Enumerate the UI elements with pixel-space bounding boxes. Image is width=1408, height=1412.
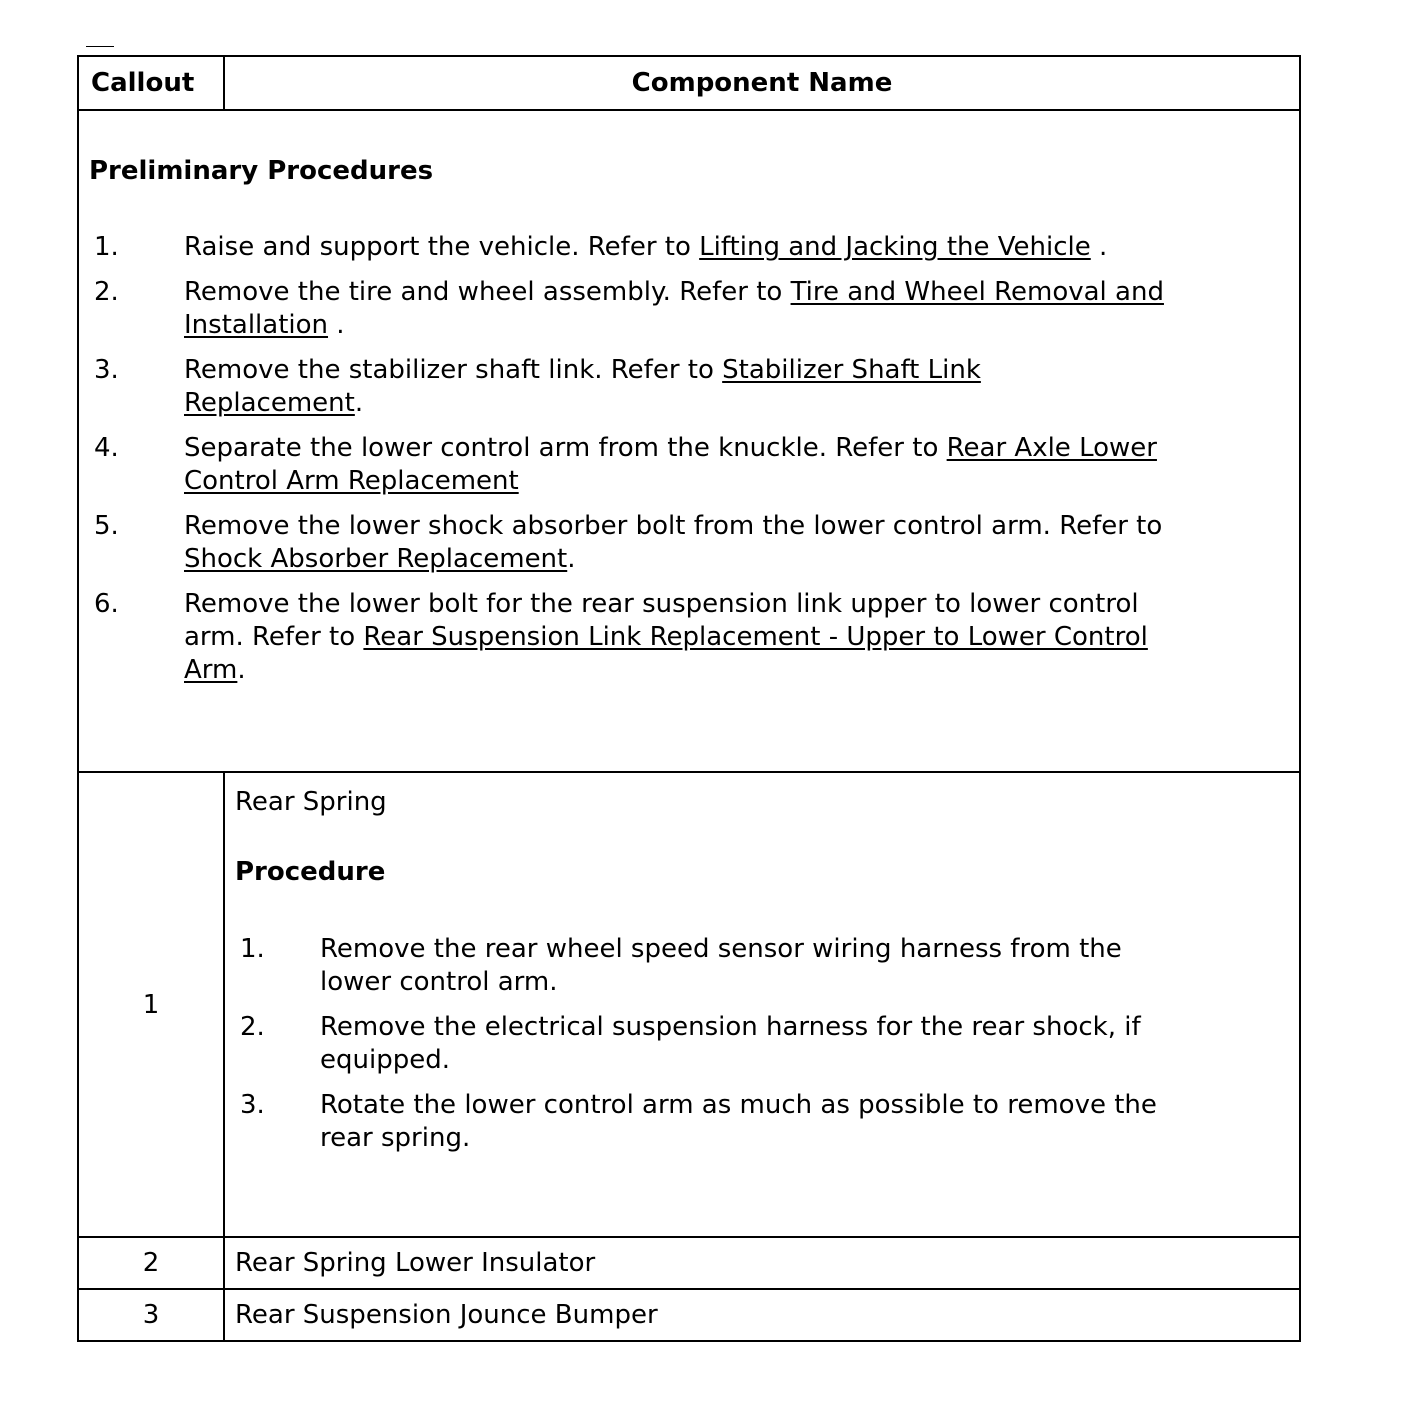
preliminary-step: [94, 432, 1157, 498]
callout-number: 1: [78, 772, 224, 1237]
preliminary-steps: [94, 231, 1164, 699]
step-number: 5.: [94, 511, 119, 541]
step-after: .: [567, 544, 576, 574]
ref-link-suspension-link[interactable]: Rear Suspension Link Replacement - Upper to Lower Control Arm: [184, 622, 1148, 685]
component-name: Rear Spring: [235, 787, 387, 817]
preliminary-step: [94, 276, 1164, 342]
preliminary-step: [94, 510, 1163, 576]
preliminary-title: Preliminary Procedures: [89, 156, 434, 186]
procedure-step: [240, 933, 1200, 999]
step-after: .: [328, 310, 345, 340]
ref-link-shock-absorber[interactable]: Shock Absorber Replacement: [184, 544, 568, 574]
step-text: Remove the stabilizer shaft link. Refer to: [184, 355, 723, 385]
ref-link-tire-wheel[interactable]: Tire and Wheel Removal and Installation: [184, 277, 1164, 340]
step-number: 3.: [94, 355, 119, 385]
callout-number: 2: [78, 1237, 224, 1289]
step-number: 2.: [94, 277, 119, 307]
step-number: 3.: [240, 1090, 265, 1120]
table-row: [78, 1289, 1300, 1341]
header-component-name: Component Name: [224, 56, 1300, 110]
ref-link-lifting-jacking[interactable]: Lifting and Jacking the Vehicle: [699, 232, 1091, 262]
preliminary-row: [78, 110, 1300, 772]
step-number: 1.: [94, 232, 119, 262]
step-after: .: [237, 655, 246, 685]
component-name: Rear Suspension Jounce Bumper: [224, 1289, 1300, 1341]
ref-link-lower-control-arm[interactable]: Rear Axle Lower Control Arm Replacement: [184, 433, 1157, 496]
preliminary-step: [94, 588, 1148, 687]
step-text: Remove the lower bolt for the rear suspension link upper to lower control arm. Refer to: [184, 589, 1139, 652]
preliminary-cell: [78, 110, 1300, 772]
step-text: Remove the rear wheel speed sensor wiring harness from the lower control arm.: [320, 934, 1122, 997]
header-callout: Callout: [78, 56, 224, 110]
procedure-title: Procedure: [235, 857, 386, 887]
component-name: Rear Spring Lower Insulator: [224, 1237, 1300, 1289]
step-after: .: [1090, 232, 1108, 262]
table-row: [78, 772, 1300, 1237]
callout-number: 3: [78, 1289, 224, 1341]
step-number: 4.: [94, 433, 119, 463]
step-after: .: [354, 388, 364, 418]
table-row: [78, 1237, 1300, 1289]
step-text: Remove the tire and wheel assembly. Refer to: [184, 277, 791, 307]
step-number: 6.: [94, 589, 119, 619]
component-table: [77, 55, 1301, 1342]
table-header-row: [78, 56, 1300, 110]
step-number: 2.: [240, 1012, 265, 1042]
procedure-steps: [240, 933, 1200, 1167]
step-text: Raise and support the vehicle. Refer to: [184, 232, 700, 262]
preliminary-step: [94, 231, 1108, 264]
procedure-step: [240, 1011, 1200, 1077]
step-number: 1.: [240, 934, 265, 964]
step-text: Remove the electrical suspension harness for the rear shock, if equipped.: [320, 1012, 1141, 1075]
ref-link-stabilizer-link[interactable]: Stabilizer Shaft Link Replacement: [184, 355, 981, 418]
page-top-mark: [86, 46, 114, 47]
step-text: Remove the lower shock absorber bolt from the lower control arm. Refer to: [184, 511, 1163, 541]
step-text: Rotate the lower control arm as much as possible to remove the rear spring.: [320, 1090, 1157, 1153]
procedure-step: [240, 1089, 1200, 1155]
component-cell: [224, 772, 1300, 1237]
preliminary-step: [94, 354, 1094, 420]
step-text: Separate the lower control arm from the knuckle. Refer to: [184, 433, 947, 463]
